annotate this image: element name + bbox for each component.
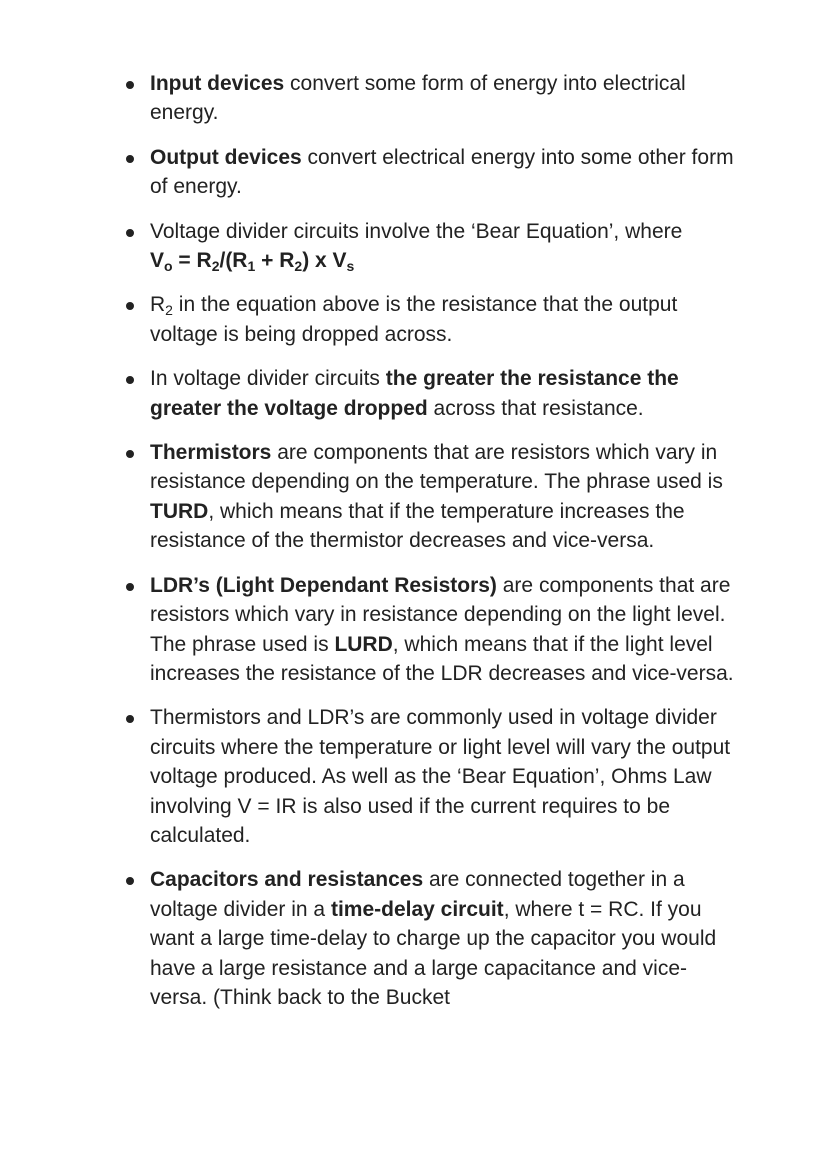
subscript-text: 2	[165, 302, 173, 319]
bold-text: Thermistors	[150, 441, 272, 465]
bold-text: time-delay circuit	[330, 897, 504, 921]
bold-text: = R	[172, 249, 212, 273]
bullet-voltage-divider-equation	[150, 217, 740, 276]
subscript-text: 2	[211, 258, 220, 275]
subscript-text: 1	[247, 258, 256, 275]
body-text: in the equation above is the resistance that the output voltage is being dropped across.	[150, 293, 678, 346]
bold-text: LDR’s (Light Dependant Resistors)	[150, 573, 497, 597]
bold-text: Capacitors and resistances	[150, 868, 424, 892]
bold-text: ) x V	[302, 249, 347, 273]
body-text: , which means that if the light level increases the resistance of the LDR decreases and vice-versa.	[150, 632, 734, 685]
body-text: convert some form of energy into electrical energy.	[150, 72, 686, 125]
bold-text: Output devices	[150, 145, 302, 169]
bullet-thermistors	[150, 438, 740, 556]
bullet-ldrs	[150, 571, 740, 689]
body-text: , where t = RC. If you want a large time-delay to charge up the capacitor you would have a large resistance and a large capacitance and vice-versa. (Think back to the Bucket	[150, 897, 717, 1009]
bold-text: TURD	[150, 499, 209, 523]
bold-text: + R	[255, 249, 295, 273]
subscript-text: s	[346, 258, 355, 275]
bullet-output-devices	[150, 143, 740, 202]
subscript-text: 2	[294, 258, 303, 275]
bold-text: the greater the resistance the greater the voltage dropped	[150, 367, 679, 420]
subscript-text: o	[164, 258, 173, 275]
body-text: convert electrical energy into some other form of energy.	[150, 145, 734, 199]
bold-text: LURD	[334, 632, 393, 656]
body-text: , which means that if the temperature increases the resistance of the thermistor decreases and vice-versa.	[150, 499, 685, 553]
body-text: are components that are resistors which vary in resistance depending on the temperature. The phrase used is	[150, 441, 723, 494]
bold-text: /(R	[219, 249, 248, 273]
bullet-capacitors-time-delay	[150, 865, 740, 1012]
bold-text: Input devices	[150, 72, 285, 95]
bold-text: V	[150, 249, 165, 273]
bullet-thermistors-ldrs-usage	[150, 703, 740, 850]
bullet-input-devices	[150, 69, 740, 128]
body-text: Voltage divider circuits involve the ‘Bear Equation’, where	[150, 219, 683, 243]
body-text: Thermistors and LDR’s are commonly used in voltage divider circuits where the temperature or light level will vary the output voltage produced. As well as the ‘Bear Equation’, Ohms Law involving V = IR is also used if the current requires to be calculated.	[150, 706, 731, 847]
body-text: In voltage divider circuits	[150, 367, 386, 391]
body-text: across that resistance.	[427, 396, 644, 420]
bullet-r2-explanation	[150, 290, 740, 349]
body-text: are components that are resistors which vary in resistance depending on the light level. The phrase used is	[150, 573, 731, 656]
bullet-greater-resistance	[150, 364, 740, 423]
notes-bullet-list	[150, 69, 740, 1027]
body-text: are connected together in a voltage divider in a	[150, 868, 685, 921]
body-text: R	[150, 293, 166, 317]
